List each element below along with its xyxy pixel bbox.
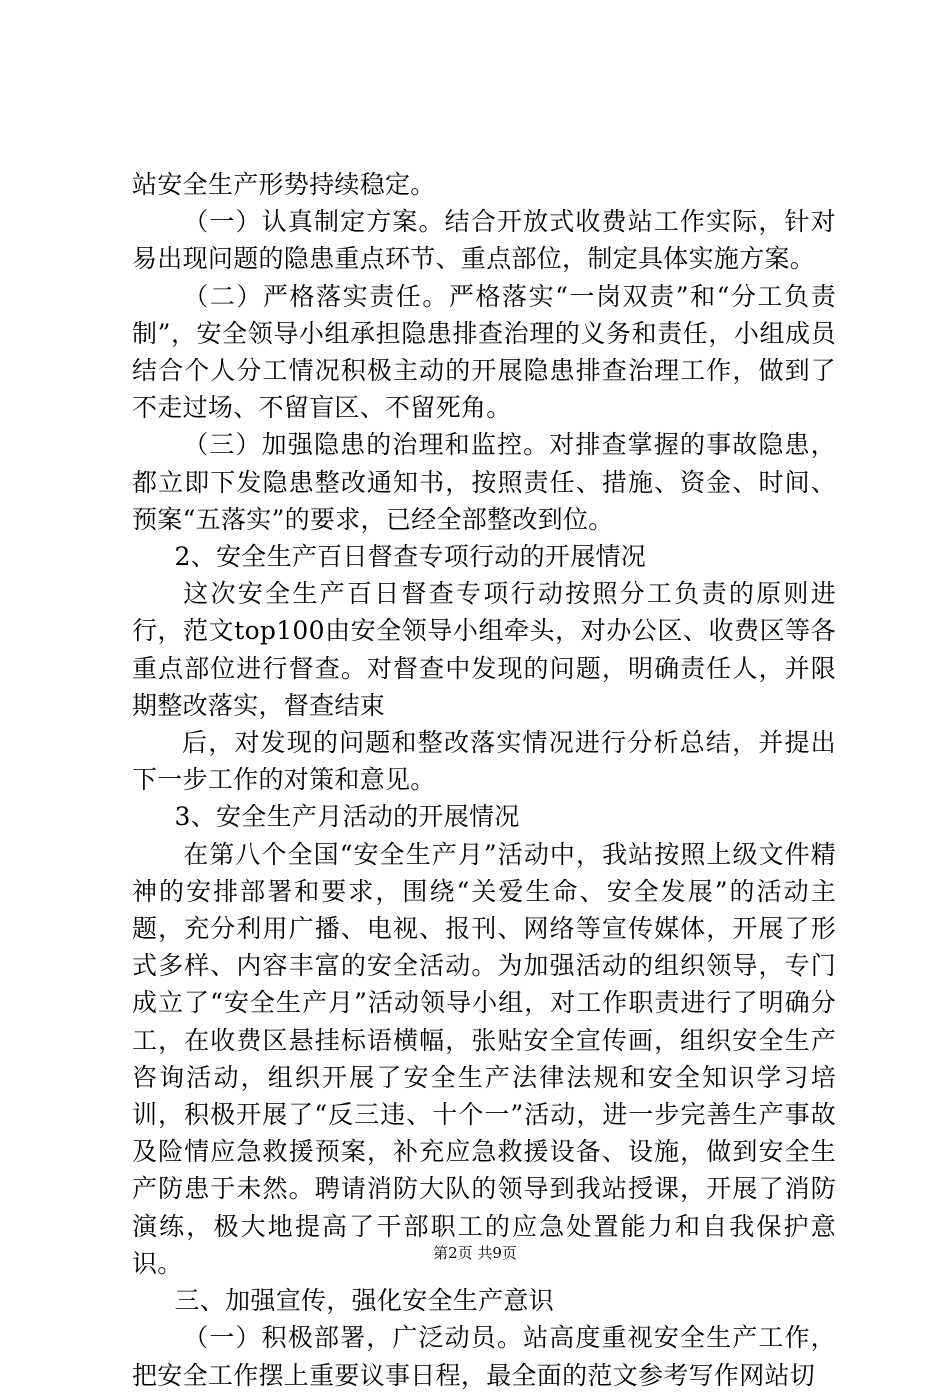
paragraph-safety-month: 在第八个全国“安全生产月”活动中，我站按照上级文件精神的安排部署和要求，围绕“关爱生命、安全发展”的活动主题，充分利用广播、电视、报刊、网络等宣传媒体，开展了形式多样、内容丰富的安全活动。为加强活动的组织领导，专门成立了“安全生产月”活动领导小组，对工作职责进行了明确分工，在收费区悬挂标语横幅，张贴安全宣传画，组织安全生产咨询活动，组织开展了安全生产法律法规和安全知识学习培训，积极开展了“反三违、十个一”活动，进一步完善生产事故及险情应急救援预案，补充应急救援设备、设施，做到安全生产防患于未然。聘请消防大队的领导到我站授课，开展了消防演练，极大地提高了干部职工的应急处置能力和自我保护意识。 (132, 839, 836, 1278)
paragraph-deployment: （一）积极部署，广泛动员。站高度重视安全生产工作，把安全工作摆上重要议事日程，最全面的范文参考写作网站切 (132, 1323, 836, 1390)
paragraph-item-1: （一）认真制定方案。结合开放式收费站工作实际，针对易出现问题的隐患重点环节、重点部位，制定具体实施方案。 (132, 207, 836, 274)
paragraph-item-3: （三）加强隐患的治理和监控。对排查掌握的事故隐患，都立即下发隐患整改通知书，按照责任、措施、资金、时间、预案“五落实”的要求，已经全部整改到位。 (132, 430, 836, 534)
document-body (132, 166, 836, 1394)
page-number-footer: 第2页 共9页 (433, 1244, 517, 1262)
paragraph-inspection-cont: 后，对发现的问题和整改落实情况进行分析总结，并提出下一步工作的对策和意见。 (132, 728, 836, 795)
paragraph-inspection: 这次安全生产百日督查专项行动按照分工负责的原则进行，范文top100由安全领导小组牵头，对办公区、收费区等各重点部位进行督查。对督查中发现的问题，明确责任人，并限期整改落实，督查结束 (132, 579, 836, 720)
section-heading-3: 3、安全生产月活动的开展情况 (174, 802, 520, 832)
section-heading-2: 2、安全生产百日督查专项行动的开展情况 (174, 542, 647, 572)
paragraph-item-2: （二）严格落实责任。严格落实“一岗双责”和“分工负责制”，安全领导小组承担隐患排查治理的义务和责任，小组成员结合个人分工情况积极主动的开展隐患排查治理工作，做到了不走过场、不留盲区、不留死角。 (132, 281, 836, 423)
chapter-heading-3: 三、加强宣传，强化安全生产意识 (174, 1286, 555, 1316)
paragraph-continuation: 站安全生产形势持续稳定。 (132, 170, 436, 199)
